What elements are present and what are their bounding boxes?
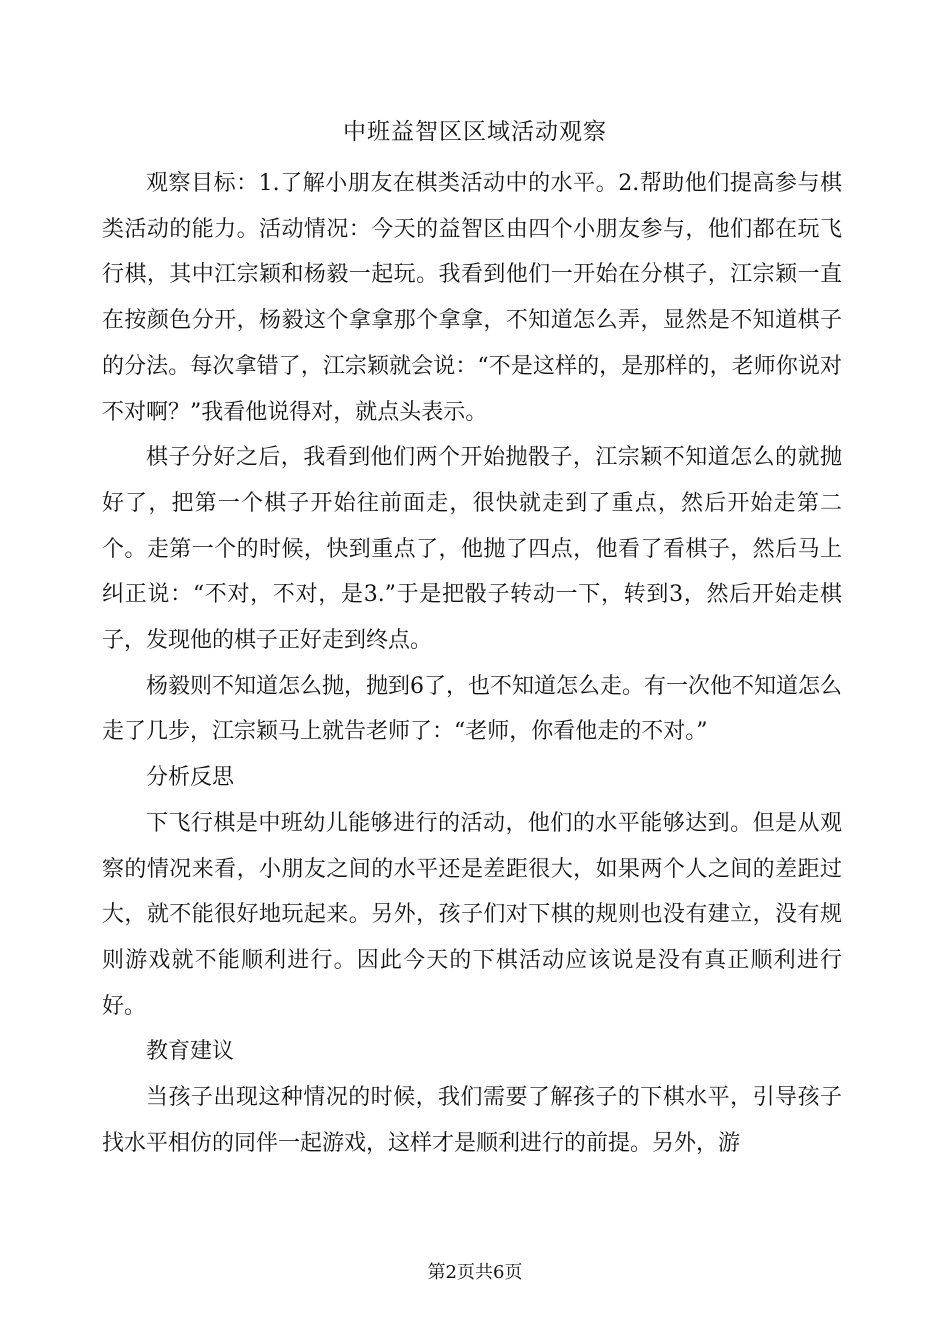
paragraph-suggestion: 当孩子出现这种情况的时候，我们需要了解孩子的下棋水平，引导孩子找水平相仿的同伴一起游戏，这样才是顺利进行的前提。另外，游: [102, 1085, 842, 1156]
paragraph-yangyi: 杨毅则不知道怎么抛，抛到6了，也不知道怎么走。有一次他不知道怎么走了几步，江宗颖马上就告老师了：“老师，你看他走的不对。”: [102, 673, 842, 745]
paragraph-observation: 观察目标：1.了解小朋友在棋类活动中的水平。2.帮助他们提高参与棋类活动的能力。活动情况：今天的益智区由四个小朋友参与，他们都在玩飞行棋，其中江宗颖和杨毅一起玩。我看到他们一开始在分棋子，江宗颖一直在按颜色分开，杨毅这个拿拿那个拿拿，不知道怎么弄，显然是不知道棋子的分法。每次拿错了，江宗颖就会说：“不是这样的，是那样的，老师你说对不对啊？”我看他说得对，就点头表示。: [102, 171, 842, 425]
section-heading-analysis: 分析反思: [146, 765, 235, 791]
document-title: 中班益智区区域活动观察: [343, 119, 607, 145]
document-body: [102, 161, 842, 1166]
page-number: 第2页共6页: [427, 1262, 523, 1283]
paragraph-analysis: 下飞行棋是中班幼儿能够进行的活动，他们的水平能够达到。但是从观察的情况来看，小朋友之间的水平还是差距很大，如果两个人之间的差距过大，就不能很好地玩起来。另外，孩子们对下棋的规则也没有建立，没有规则游戏就不能顺利进行。因此今天的下棋活动应该说是没有真正顺利进行好。: [102, 810, 842, 1019]
paragraph-dice: 棋子分好之后，我看到他们两个开始抛骰子，江宗颖不知道怎么的就抛好了，把第一个棋子开始往前面走，很快就走到了重点，然后开始走第二个。走第一个的时候，快到重点了，他抛了四点，他看了看棋子，然后马上纠正说：“不对，不对，是3.”于是把骰子转动一下，转到3，然后开始走棋子，发现他的棋子正好走到终点。: [102, 445, 842, 654]
section-heading-suggestion: 教育建议: [146, 1039, 235, 1065]
